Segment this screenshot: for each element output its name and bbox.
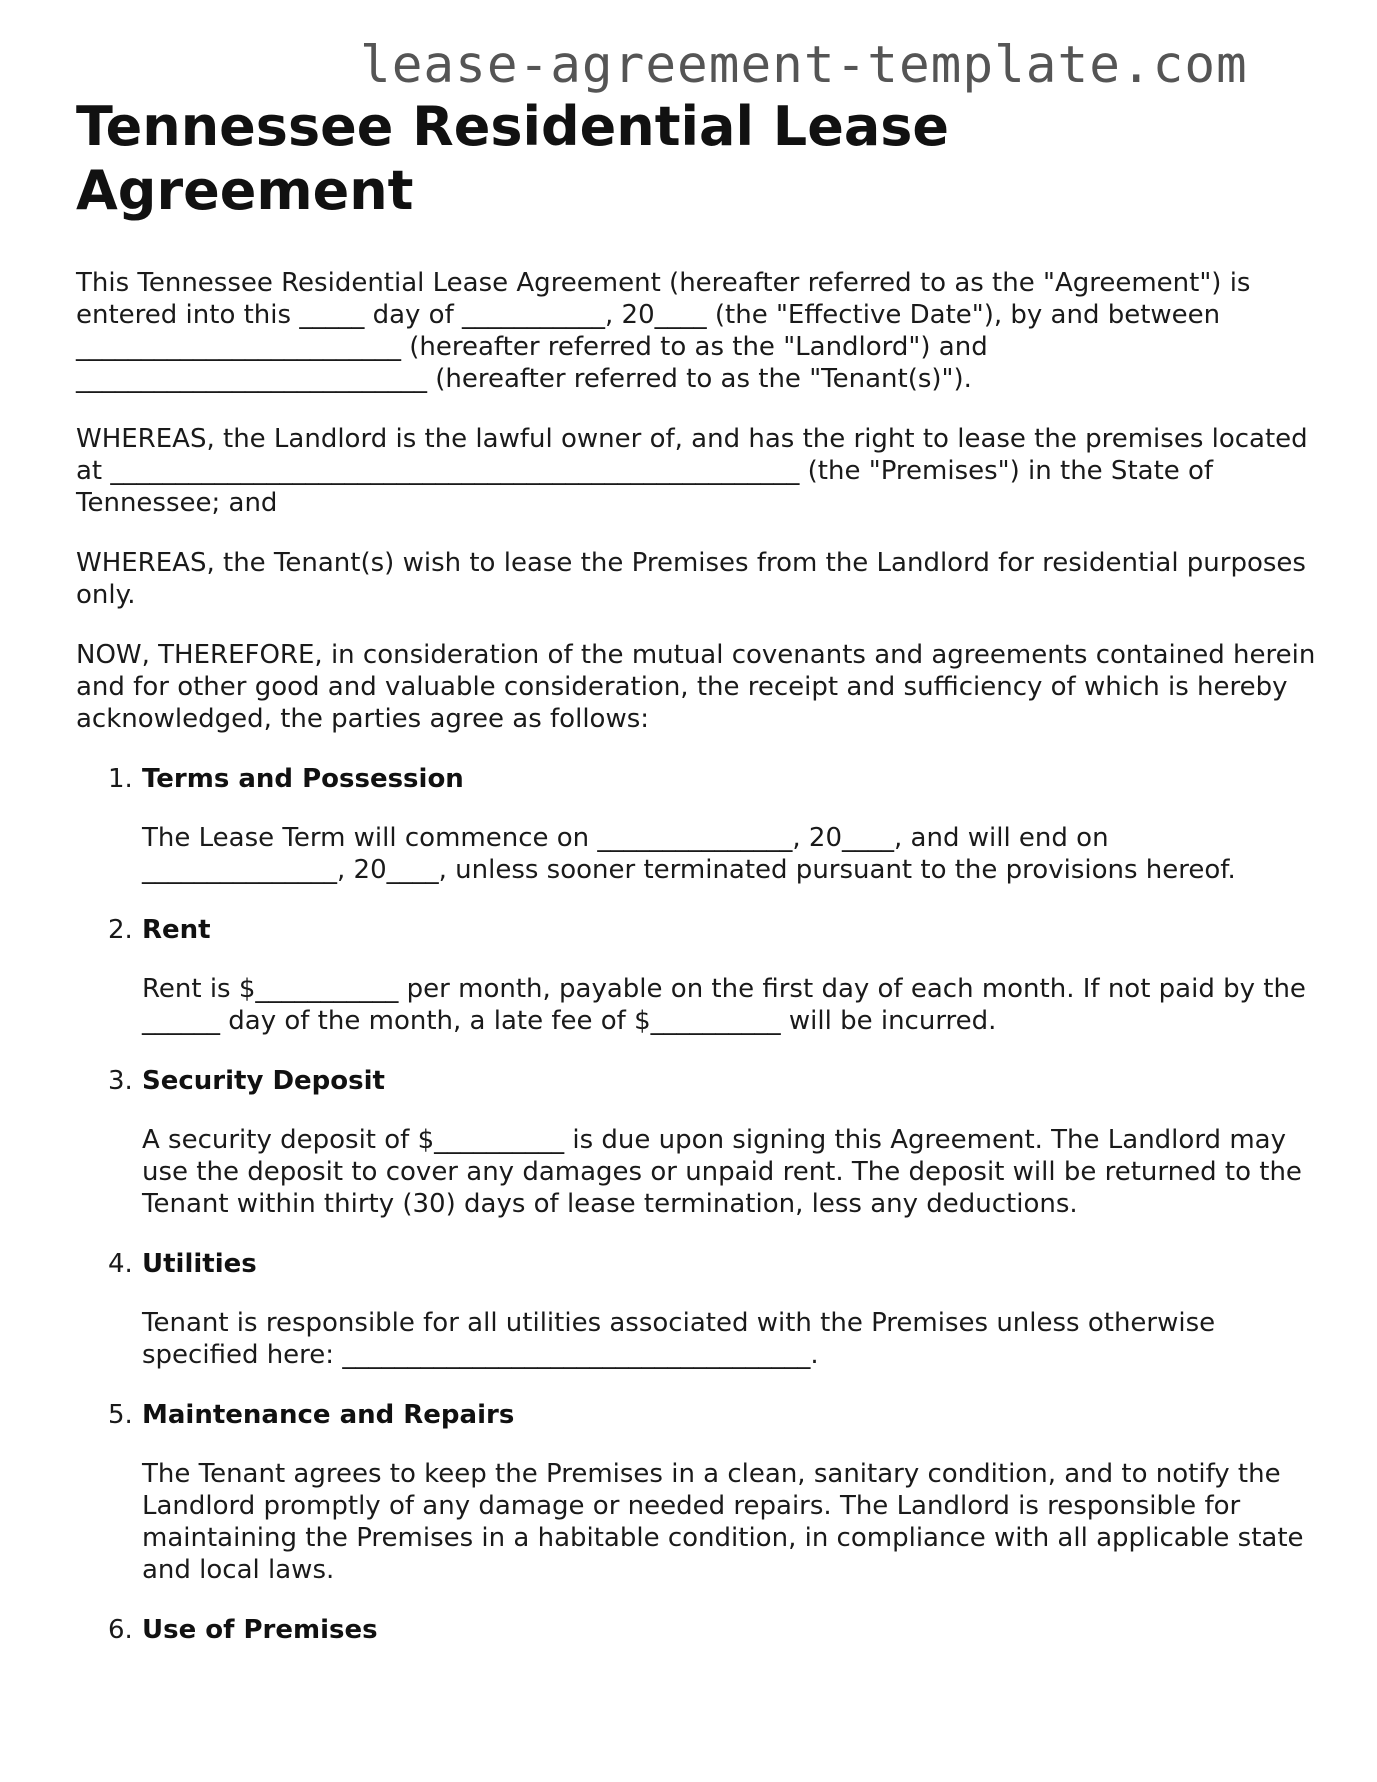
section-heading: Maintenance and Repairs xyxy=(142,1400,515,1430)
document-title: Tennessee Residential Lease Agreement xyxy=(76,95,950,222)
section-body: A security deposit of $__________ is due upon signing this Agreement. The Landlord may use the deposit to cover any damages or unpaid rent. The deposit will be returned to the Tenant within thirty (30) days of lease termination, less any deductions. xyxy=(142,1125,1302,1219)
section-rent xyxy=(76,914,1316,1037)
section-maintenance-and-repairs xyxy=(76,1399,1316,1586)
section-number: 6. xyxy=(108,1615,133,1645)
intro-section xyxy=(76,267,1316,735)
section-terms-and-possession xyxy=(76,763,1316,886)
section-heading: Terms and Possession xyxy=(142,764,464,794)
now-therefore-paragraph: NOW, THEREFORE, in consideration of the mutual covenants and agreements contained herein and for other good and valuable consideration, the receipt and sufficiency of which is hereby acknowledged, the parties agree as follows: xyxy=(76,640,1316,734)
section-number: 4. xyxy=(108,1249,133,1279)
section-body: The Tenant agrees to keep the Premises in a clean, sanitary condition, and to notify the Landlord promptly of any damage or needed repairs. The Landlord is responsible for maintaining the Premises in a habitable condition, in compliance with all applicable state and local laws. xyxy=(142,1459,1304,1585)
section-number: 2. xyxy=(108,915,133,945)
section-body: Tenant is responsible for all utilities associated with the Premises unless otherwise specified here: ____________________________________. xyxy=(142,1308,1216,1370)
section-number: 1. xyxy=(108,764,133,794)
whereas-premises-paragraph: WHEREAS, the Landlord is the lawful owner of, and has the right to lease the premises located at _____________________________________________________ (the "Premises") in the State of Tennessee; and xyxy=(76,424,1308,518)
document-content xyxy=(76,95,1316,1674)
section-number: 5. xyxy=(108,1400,133,1430)
intro-paragraph: This Tennessee Residential Lease Agreement (hereafter referred to as the "Agreement") is entered into this _____ day of ___________, 20____ (the "Effective Date"), by and between _________________________ (hereafter referred to as the "Landlord") and ___________________________ (hereafter referred to as the "Tenant(s)"). xyxy=(76,268,1251,394)
section-heading: Security Deposit xyxy=(142,1066,385,1096)
watermark: lease-agreement-template.com xyxy=(360,36,1248,95)
sections-list xyxy=(76,763,1316,1646)
section-use-of-premises xyxy=(76,1614,1316,1646)
section-utilities xyxy=(76,1248,1316,1371)
section-body: Rent is $___________ per month, payable on the first day of each month. If not paid by the ______ day of the month, a late fee of $__________ will be incurred. xyxy=(142,974,1306,1036)
section-heading: Rent xyxy=(142,915,211,945)
section-security-deposit xyxy=(76,1065,1316,1220)
section-heading: Utilities xyxy=(142,1249,257,1279)
section-number: 3. xyxy=(108,1066,133,1096)
whereas-tenant-paragraph: WHEREAS, the Tenant(s) wish to lease the Premises from the Landlord for residential purposes only. xyxy=(76,548,1306,610)
section-heading: Use of Premises xyxy=(142,1615,378,1645)
section-body: The Lease Term will commence on _______________, 20____, and will end on _______________, 20____, unless sooner terminated pursuant to the provisions hereof. xyxy=(142,823,1236,885)
